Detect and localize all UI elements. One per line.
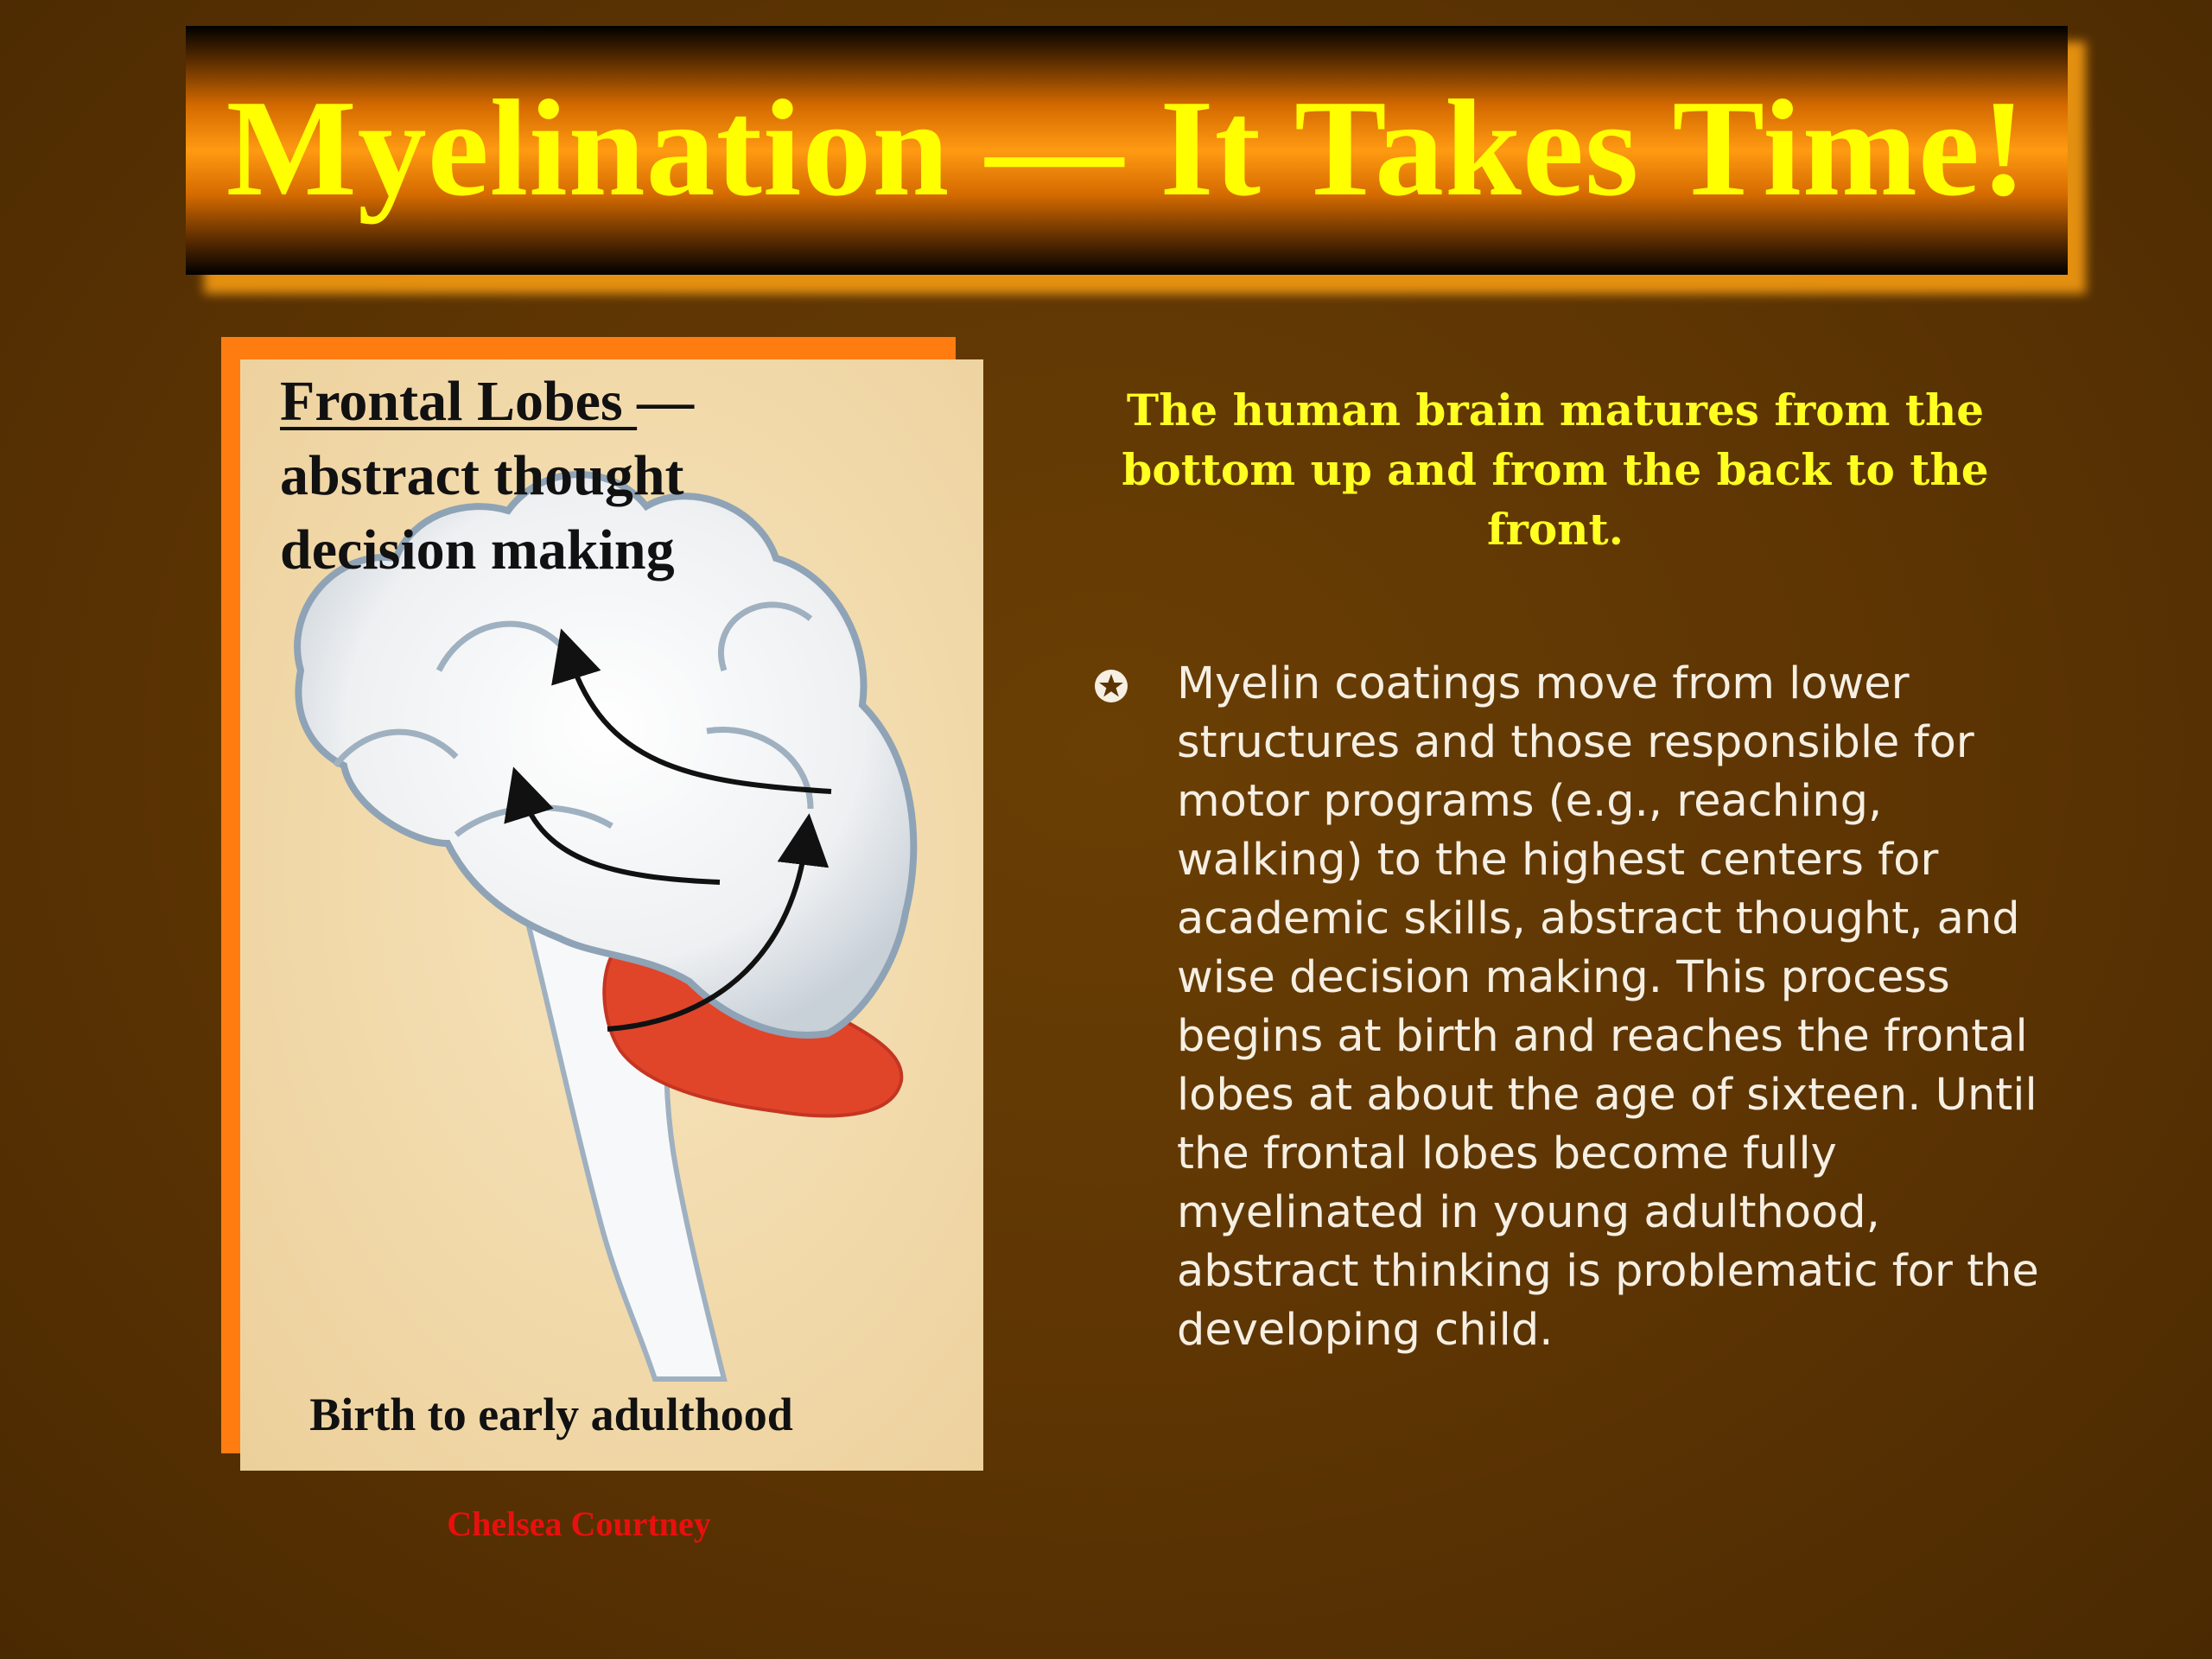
- heading-abstract-thought: abstract thought: [280, 444, 684, 507]
- illustration-credit: Chelsea Courtney: [447, 1504, 711, 1543]
- figure-caption: Birth to early adulthood: [309, 1389, 793, 1440]
- bullet-text: Myelin coatings move from lower structures and those responsible for motor programs (e.g., reaching, walking) to the highest centers for academic skills, abstract thought, and wise decision making. This process begins at birth and reaches the frontal lobes at about the age of sixteen. Until the frontal lobes become fully myelinated in young adulthood, abstract thinking is problematic for the developing child.: [1177, 658, 2039, 1356]
- heading-dash: —: [637, 370, 695, 433]
- brain-figure-card: [240, 359, 983, 1471]
- frontal-lobes-label: Frontal Lobes: [280, 370, 638, 433]
- heading-decision-making: decision making: [280, 518, 675, 582]
- figure-heading: [280, 365, 764, 588]
- star-in-circle-icon: [1092, 667, 1130, 705]
- subtitle: The human brain matures from the bottom up and from the back to the front.: [1122, 385, 1989, 555]
- title-banner: [186, 26, 2068, 275]
- slide-title: Myelination — It Takes Time!: [226, 70, 2028, 225]
